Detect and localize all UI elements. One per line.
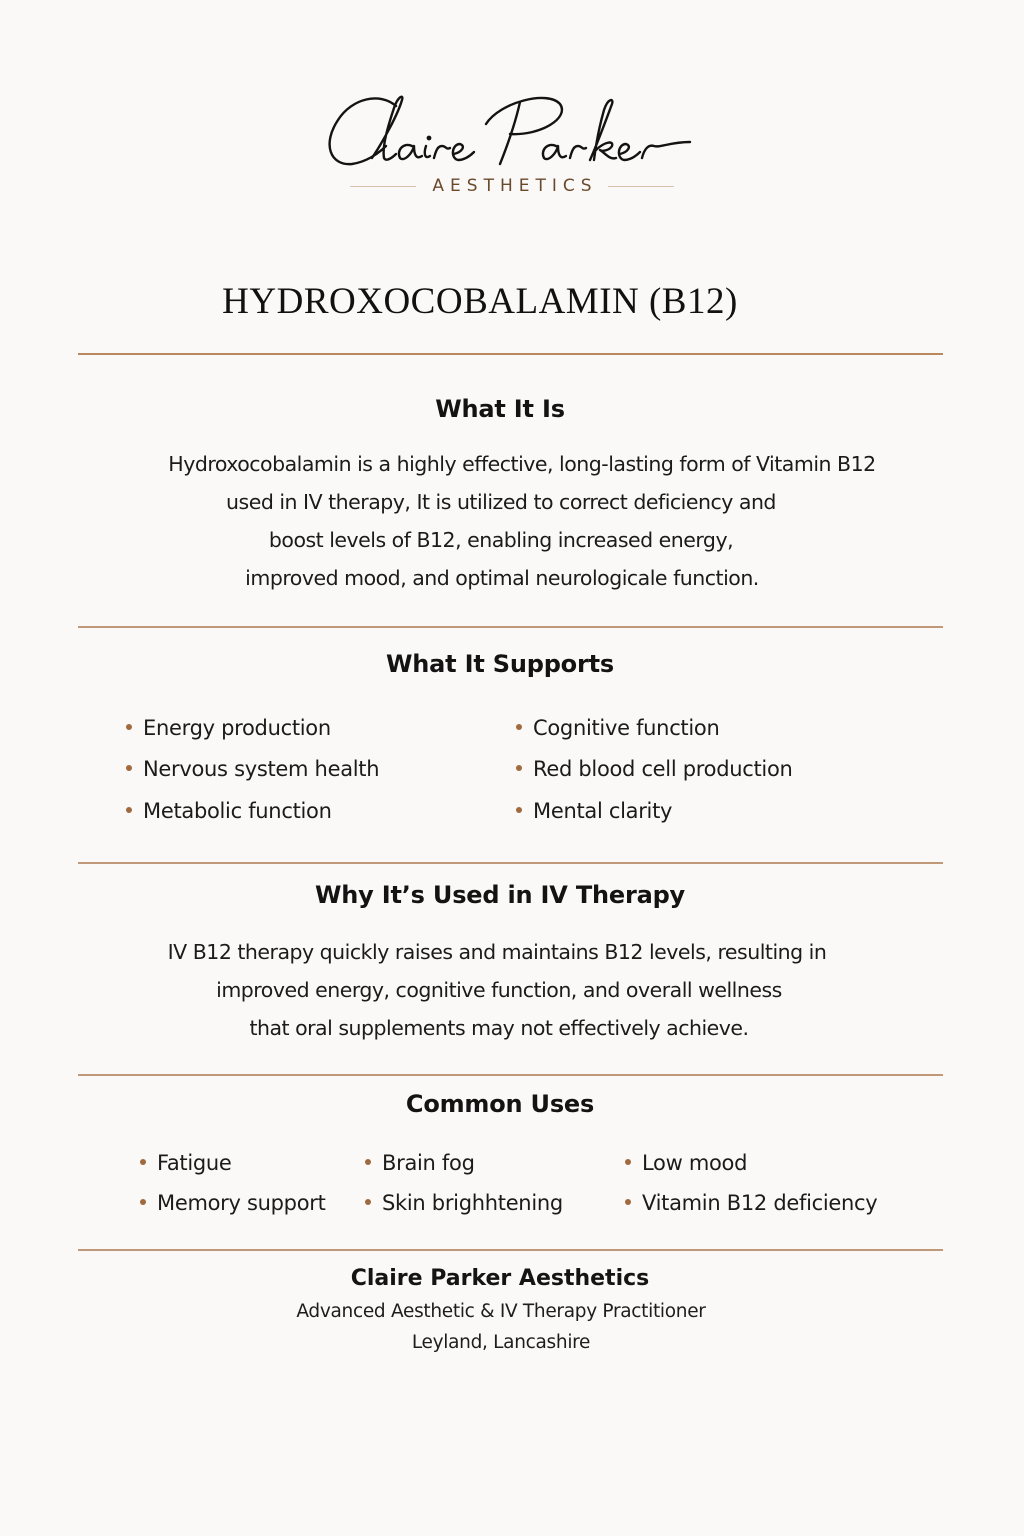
list-item-label: Memory support [157,1191,326,1215]
paragraph-line: that oral supplements may not effectively achieve. [249,1016,749,1040]
paragraph-line: improved energy, cognitive function, and overall wellness [216,978,782,1002]
section-divider [78,1074,943,1076]
list-item-label: Brain fog [382,1151,475,1175]
heading-why-iv-therapy: Why It’s Used in IV Therapy [314,881,686,909]
bullet-icon [516,765,522,771]
logo-right-rule [608,186,674,187]
list-item-label: Nervous system health [143,757,380,781]
list-item [516,754,793,784]
bullet-icon [516,807,522,813]
bullet-icon [126,807,132,813]
footer-business-name: Claire Parker Aesthetics [350,1266,650,1291]
paragraph-line: IV B12 therapy quickly raises and maintains B12 levels, resulting in [167,940,827,964]
bullet-icon [140,1159,146,1165]
section-divider [78,626,943,628]
heading-what-it-is: What It Is [435,395,565,423]
paragraph-line: used in IV therapy, It is utilized to correct deficiency and [226,490,776,514]
bullet-icon [126,765,132,771]
paragraph-line: boost levels of B12, enabling increased energy, [268,528,734,552]
brand-logo [0,84,1024,196]
list-item-label: Energy production [143,716,331,740]
list-item [365,1148,475,1178]
list-item [625,1148,747,1178]
list-item-label: Vitamin B12 deficiency [642,1191,878,1215]
heading-what-it-supports: What It Supports [386,650,614,678]
section-divider [78,1249,943,1251]
list-item [365,1188,563,1218]
page-title: HYDROXOCOBALAMIN (B12) [222,281,738,322]
footer-role: Advanced Aesthetic & IV Therapy Practitioner [296,1301,706,1322]
bullet-icon [516,724,522,730]
heading-common-uses: Common Uses [405,1090,595,1118]
section-divider [78,862,943,864]
list-item [516,796,672,826]
bullet-icon [365,1199,371,1205]
section-divider [78,353,943,355]
paragraph-line: improved mood, and optimal neurologicale function. [245,566,759,590]
paragraph-line: Hydroxocobalamin is a highly effective, long-lasting form of Vitamin B12 [168,452,876,476]
logo-left-rule [350,186,416,187]
bullet-icon [140,1199,146,1205]
list-item-label: Red blood cell production [533,757,793,781]
what-it-is-paragraph [0,445,1024,597]
list-item-label: Skin brighhtening [382,1191,563,1215]
list-item-label: Fatigue [157,1151,232,1175]
list-item [140,1188,326,1218]
bullet-icon [625,1199,631,1205]
logo-subtitle-row [0,176,1024,196]
bullet-icon [365,1159,371,1165]
list-item [126,796,332,826]
list-item-label: Mental clarity [533,799,673,823]
list-item-label: Metabolic function [143,799,332,823]
list-item [126,754,379,784]
logo-subtitle: AESTHETICS [432,176,598,196]
bullet-icon [625,1159,631,1165]
logo-script-signature [0,84,1024,180]
list-item-label: Cognitive function [533,716,720,740]
why-iv-paragraph [0,933,1024,1047]
list-item [140,1148,232,1178]
list-item [126,713,331,743]
list-item-label: Low mood [642,1151,748,1175]
list-item [625,1188,877,1218]
list-item [516,713,719,743]
footer-location: Leyland, Lancashire [411,1332,591,1353]
bullet-icon [126,724,132,730]
